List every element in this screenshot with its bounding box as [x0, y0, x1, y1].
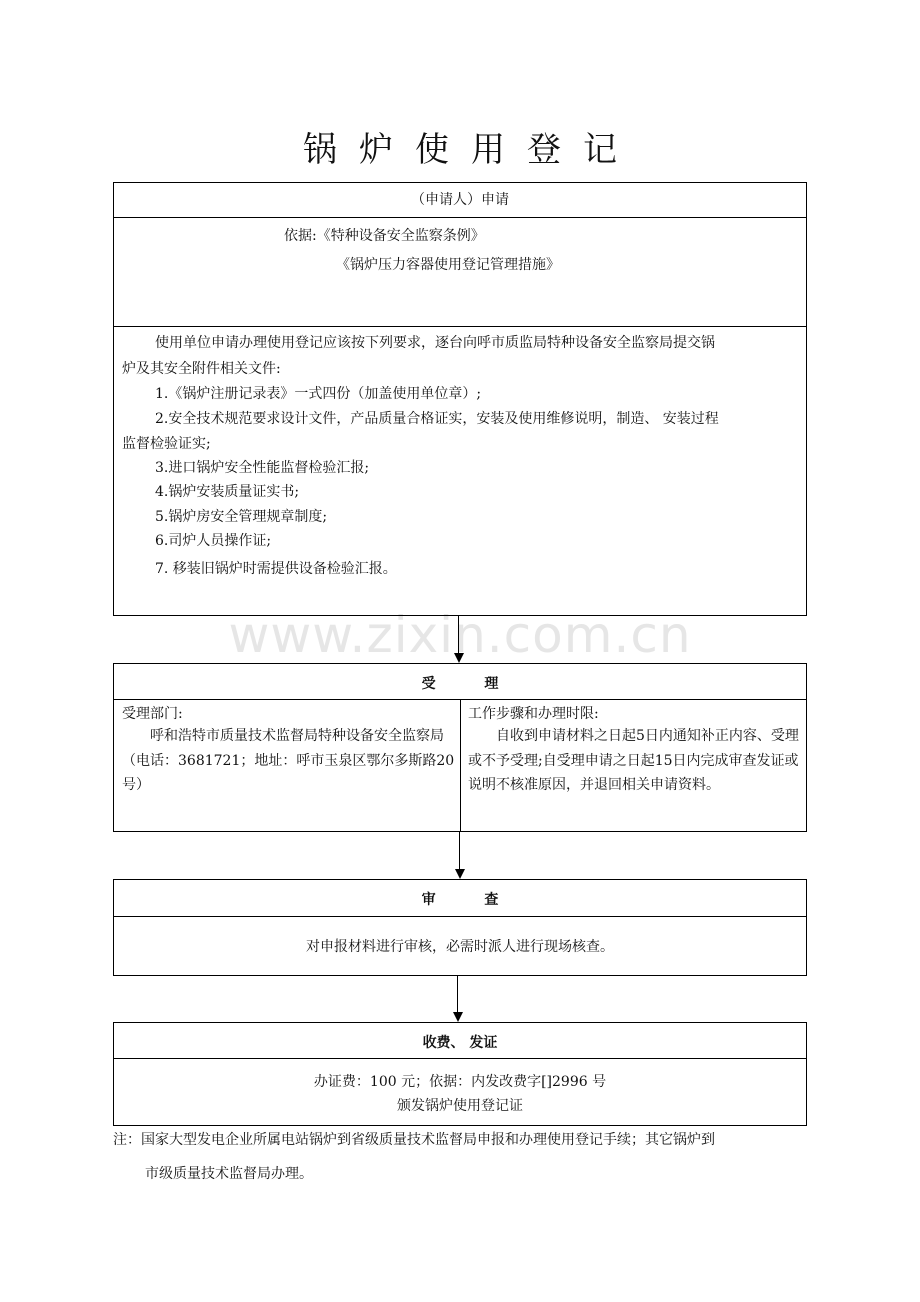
requirement-item: 1.《锅炉注册记录表》一式四份（加盖使用单位章）; [155, 386, 482, 402]
flow-arrow [458, 616, 459, 654]
page-title: 锅炉使用登记 [303, 130, 639, 170]
divider [113, 326, 807, 327]
flow-arrow [459, 832, 460, 870]
arrow-head-icon [455, 869, 465, 879]
steps-label: 工作步骤和办理时限: [468, 706, 599, 722]
review-header: 审 查 [421, 892, 499, 908]
note-line-1: 注：国家大型发电企业所属电站锅炉到省级质量技术监督局申报和办理使用登记手续；其它锅炉到 [113, 1132, 715, 1148]
basis-line-2: 《锅炉压力容器使用登记管理措施》 [336, 257, 560, 273]
divider [113, 217, 807, 218]
arrow-head-icon [453, 1012, 463, 1022]
fee-header: 收费、 发证 [422, 1035, 498, 1051]
fee-line-2: 颁发锅炉使用登记证 [397, 1098, 523, 1114]
steps-text: 自收到申请材料之日起5日内通知补正内容、受理或不予受理;自受理申请之日起15日内完成审查发证或说明不核准原因，并退回相关申请资料。 [468, 728, 799, 793]
dept-text: 呼和浩特市质量技术监督局特种设备安全监察局（电话：3681721；地址：呼市玉泉区鄂尔多斯路20号） [122, 728, 455, 793]
divider [113, 1058, 807, 1059]
divider [113, 916, 807, 917]
requirement-item: 6.司炉人员操作证; [155, 533, 272, 549]
divider [460, 699, 461, 832]
basis-line-1: 依据:《特种设备安全监察条例》 [284, 228, 485, 244]
requirement-item: 2.安全技术规范要求设计文件，产品质量合格证实，安装及使用维修说明，制造、 安装过程 [155, 411, 719, 427]
acceptance-header: 受 理 [421, 676, 499, 692]
requirement-item: 监督检验证实; [122, 436, 211, 452]
arrow-head-icon [454, 653, 464, 663]
application-header: （申请人）申请 [411, 192, 509, 208]
dept-label: 受理部门: [122, 706, 183, 722]
requirement-item: 5.锅炉房安全管理规章制度; [155, 509, 328, 525]
review-text: 对申报材料进行审核，必需时派人进行现场核查。 [306, 939, 614, 955]
requirement-item: 7. 移装旧锅炉时需提供设备检验汇报。 [155, 561, 397, 577]
requirement-item: 4.锅炉安装质量证实书; [155, 484, 300, 500]
fee-line-1: 办证费：100 元；依据：内发改费字[]2996 号 [313, 1074, 607, 1090]
flow-arrow [457, 976, 458, 1013]
watermark: www.zixin.com.cn [228, 606, 692, 664]
note-line-2: 市级质量技术监督局办理。 [145, 1166, 313, 1182]
requirements-intro: 使用单位申请办理使用登记应该按下列要求，逐台向呼市质监局特种设备安全监察局提交锅 [155, 335, 715, 351]
requirement-item: 3.进口锅炉安全性能监督检验汇报; [155, 460, 370, 476]
requirements-intro: 炉及其安全附件相关文件: [122, 361, 281, 377]
